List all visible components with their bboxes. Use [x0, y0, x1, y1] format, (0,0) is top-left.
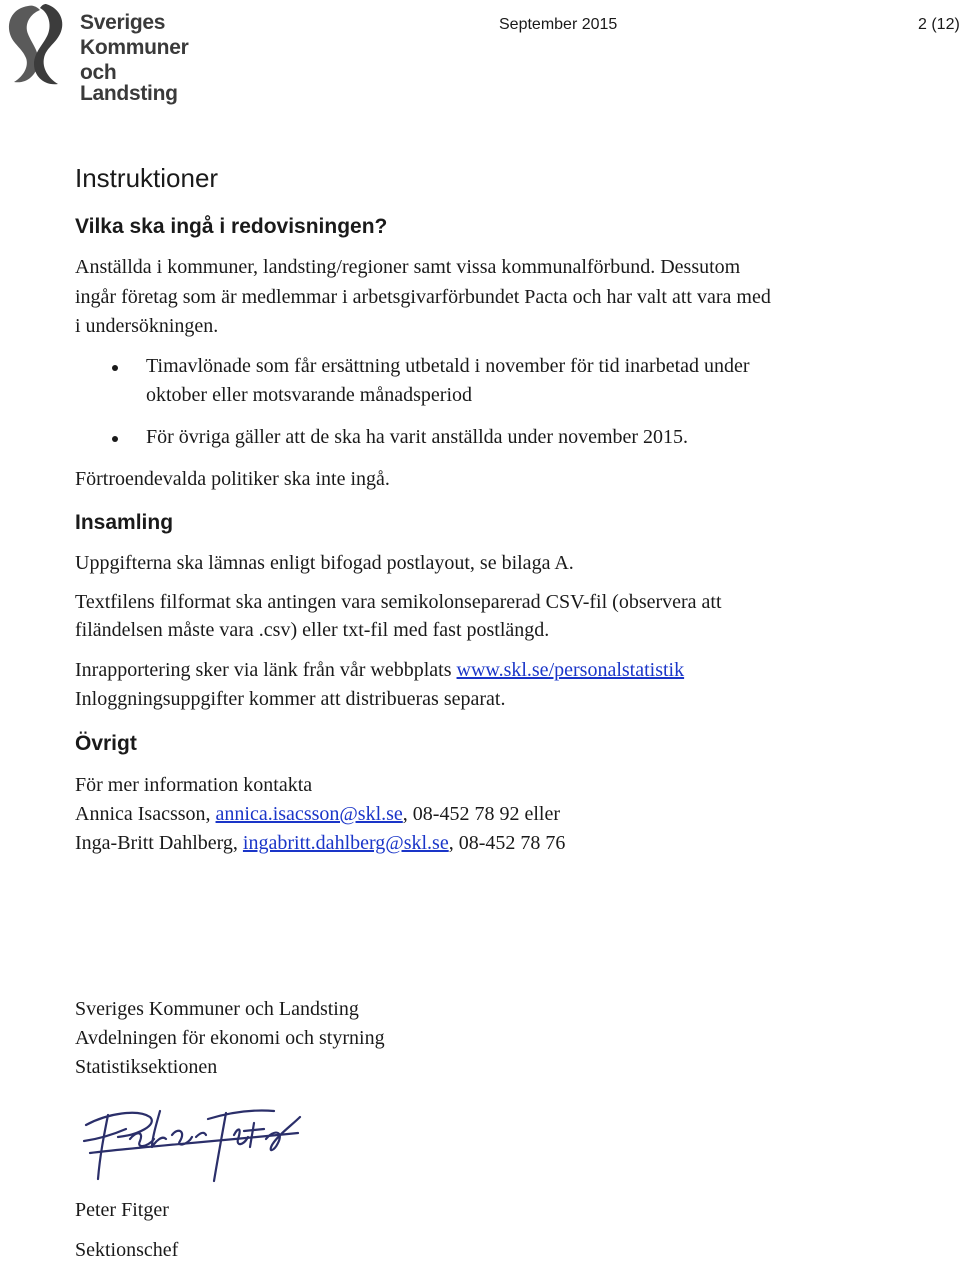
- bullet-item-line: För övriga gäller att de ska ha varit anställda under november 2015.: [146, 426, 689, 448]
- paragraph-line: Textfilens filformat ska antingen vara semikolonseparerad CSV-fil (observera att: [75, 591, 722, 613]
- paragraph-line: Förtroendevalda politiker ska inte ingå.: [75, 468, 390, 490]
- paragraph-line: [75, 656, 684, 685]
- logo-text-line2: Kommuner: [80, 36, 189, 59]
- website-link[interactable]: www.skl.se/personalstatistik: [456, 659, 685, 681]
- signer-name: Peter Fitger: [75, 1199, 169, 1221]
- contact-phone: , 08-452 78 76: [448, 832, 566, 854]
- contact-name: Inga-Britt Dahlberg,: [75, 832, 243, 854]
- section-heading-collection: Insamling: [75, 511, 174, 534]
- email-link[interactable]: annica.isacsson@skl.se: [215, 803, 403, 825]
- section-heading-scope: Vilka ska ingå i redovisningen?: [75, 215, 388, 238]
- logo-text-line1: Sveriges: [80, 11, 166, 34]
- contact-line: [75, 829, 565, 858]
- bullet-item-line: Timavlönade som får ersättning utbetald i november för tid inarbetad under: [146, 355, 750, 377]
- section-heading-other: Övrigt: [75, 732, 137, 755]
- paragraph-line: Inloggningsuppgifter kommer att distribueras separat.: [75, 688, 506, 710]
- contact-name: Annica Isacsson,: [75, 803, 216, 825]
- footer-department: Avdelningen för ekonomi och styrning: [75, 1027, 385, 1049]
- bullet-icon: [112, 365, 118, 371]
- header-date: September 2015: [499, 16, 618, 33]
- contact-line: [75, 800, 560, 829]
- paragraph-line: i undersökningen.: [75, 315, 219, 337]
- page-number: 2 (12): [918, 16, 960, 33]
- paragraph-line: ingår företag som är medlemmar i arbetsgivarförbundet Pacta och har valt att vara med: [75, 286, 771, 308]
- logo-text-line3: och Landsting: [80, 61, 178, 105]
- bullet-item-line: oktober eller motsvarande månadsperiod: [146, 384, 472, 406]
- paragraph-text: Inrapportering sker via länk från vår webbplats: [75, 659, 457, 681]
- signature-icon: [78, 1095, 308, 1195]
- contact-phone: , 08-452 78 92 eller: [402, 803, 560, 825]
- signer-title: Sektionschef: [75, 1239, 179, 1261]
- email-link[interactable]: ingabritt.dahlberg@skl.se: [242, 832, 449, 854]
- paragraph-line: Anställda i kommuner, landsting/regioner samt vissa kommunalförbund. Dessutom: [75, 256, 741, 278]
- footer-unit: Statistiksektionen: [75, 1056, 218, 1078]
- footer-organization: Sveriges Kommuner och Landsting: [75, 998, 359, 1020]
- paragraph-line: Uppgifterna ska lämnas enligt bifogad postlayout, se bilaga A.: [75, 552, 574, 574]
- organization-logo: [0, 0, 215, 105]
- handwritten-signature: [78, 1095, 308, 1195]
- logo-emblem-icon: [0, 0, 80, 92]
- paragraph-line: filändelsen måste vara .csv) eller txt-fil med fast postlängd.: [75, 619, 550, 641]
- bullet-icon: [112, 436, 118, 442]
- paragraph-line: För mer information kontakta: [75, 774, 313, 796]
- page-title: Instruktioner: [75, 163, 219, 193]
